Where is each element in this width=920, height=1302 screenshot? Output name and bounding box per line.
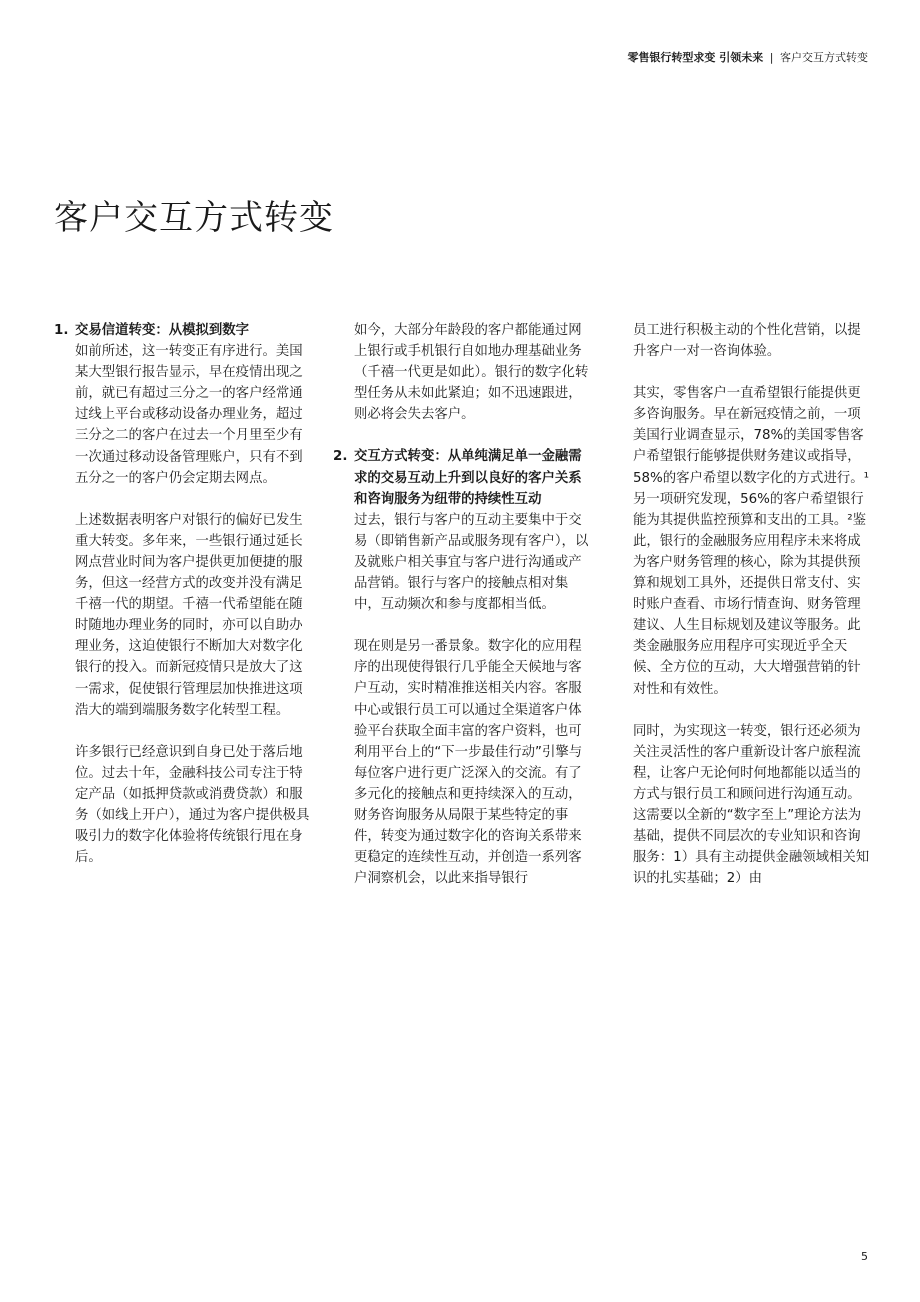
section-2-heading: 交互方式转变：从单纯满足单一金融需求的交易互动上升到以良好的客户关系和咨询服务为纽带的持续性互动 <box>354 449 582 507</box>
paragraph: 其实，零售客户一直希望银行能提供更多咨询服务。早在新冠疫情之前，一项美国行业调查显示，78%的美国零售客户希望银行能够提供财务建议或指导，58%的客户希望以数字化的方式进行。¹另一项研究发现，56%的客户希望银行能为其提供监控预算和支出的工具。²鉴此，银行的金融服务应用程序未来将成为客户财务管理的核心，除为其提供预算和规划工具外，还提供日常支付、实时账户查看、市场行情查询、财务管理建议、人生目标规划及建议等服务。此类金融服务应用程序可实现近乎全天候、全方位的互动，大大增强营销的针对性和有效性。 <box>633 386 869 697</box>
paragraph: 许多银行已经意识到自身已处于落后地位。过去十年，金融科技公司专注于特定产品（如抵押贷款或消费贷款）和服务（如线上开户），通过为客户提供极具吸引力的数字化体验将传统银行甩在身后。 <box>75 744 310 866</box>
section-2-number: 2. <box>333 449 348 465</box>
text-column-3 <box>633 320 873 910</box>
page-title: 客户交互方式转变 <box>54 198 334 238</box>
section-2-body: 过去，银行与客户的互动主要集中于交易（即销售新产品或服务现有客户），以及就账户相关事宜与客户进行沟通或产品营销。银行与客户的接触点相对集中，互动频次和参与度都相当低。 <box>354 512 589 613</box>
section-1-number: 1. <box>54 323 69 338</box>
paragraph: 员工进行积极主动的个性化营销，以提升客户一对一咨询体验。 <box>633 323 861 360</box>
section-1-heading: 交易信道转变：从模拟到数字 <box>75 323 250 338</box>
section-1-body: 如前所述，这一转变正有序进行。美国某大型银行报告显示，早在疫情出现之前，就已有超过三分之一的客户经常通过线上平台或移动设备办理业务，超过三分之二的客户在过去一个月里至少有一次通过移动设备管理账户，只有不到五分之一的客户仍会定期去网点。 <box>75 344 303 486</box>
section-1 <box>54 320 316 489</box>
paragraph: 如今，大部分年龄段的客户都能通过网上银行或手机银行自如地办理基础业务（千禧一代更是如此）。银行的数字化转型任务从未如此紧迫；如不迅速跟进，则必将会失去客户。 <box>354 323 589 423</box>
text-column-2 <box>333 320 595 910</box>
text-column-1 <box>54 320 316 889</box>
page-number: 5 <box>861 1250 868 1263</box>
paragraph: 同时，为实现这一转变，银行还必须为关注灵活性的客户重新设计客户旅程流程，让客户无论何时何地都能以适当的方式与银行员工和顾问进行沟通互动。这需要以全新的“数字至上”理论方法为基础，提供不同层次的专业知识和咨询服务：1）具有主动提供金融领域相关知识的扎实基础；2）由 <box>633 723 870 887</box>
paragraph: 现在则是另一番景象。数字化的应用程序的出现使得银行几乎能全天候地与客户互动，实时精准推送相关内容。客服中心或银行员工可以通过全渠道客户体验平台获取全面丰富的客户资料，也可利用平台上的“下一步最佳行动”引擎与每位客户进行更广泛深入的交流。有了多元化的接触点和更持续深入的互动，财务咨询服务从局限于某些特定的事件，转变为通过数字化的咨询关系带来更稳定的连续性互动，并创造一系列客户洞察机会，以此来指导银行 <box>354 639 583 887</box>
header-separator: | <box>769 51 774 64</box>
running-header <box>627 51 868 65</box>
paragraph: 上述数据表明客户对银行的偏好已发生重大转变。多年来，一些银行通过延长网点营业时间为客户提供更加便捷的服务，但这一经营方式的改变并没有满足千禧一代的期望。千禧一代希望能在随时随地办理业务的同时，亦可以自助办理业务，这迫使银行不断加大对数字化银行的投入。而新冠疫情只是放大了这一需求，促使银行管理层加快推进这项浩大的端到端服务数字化转型工程。 <box>75 512 303 718</box>
section-2 <box>333 446 595 615</box>
header-report-title: 零售银行转型求变 引领未来 <box>627 51 764 64</box>
header-section-title: 客户交互方式转变 <box>780 51 868 64</box>
